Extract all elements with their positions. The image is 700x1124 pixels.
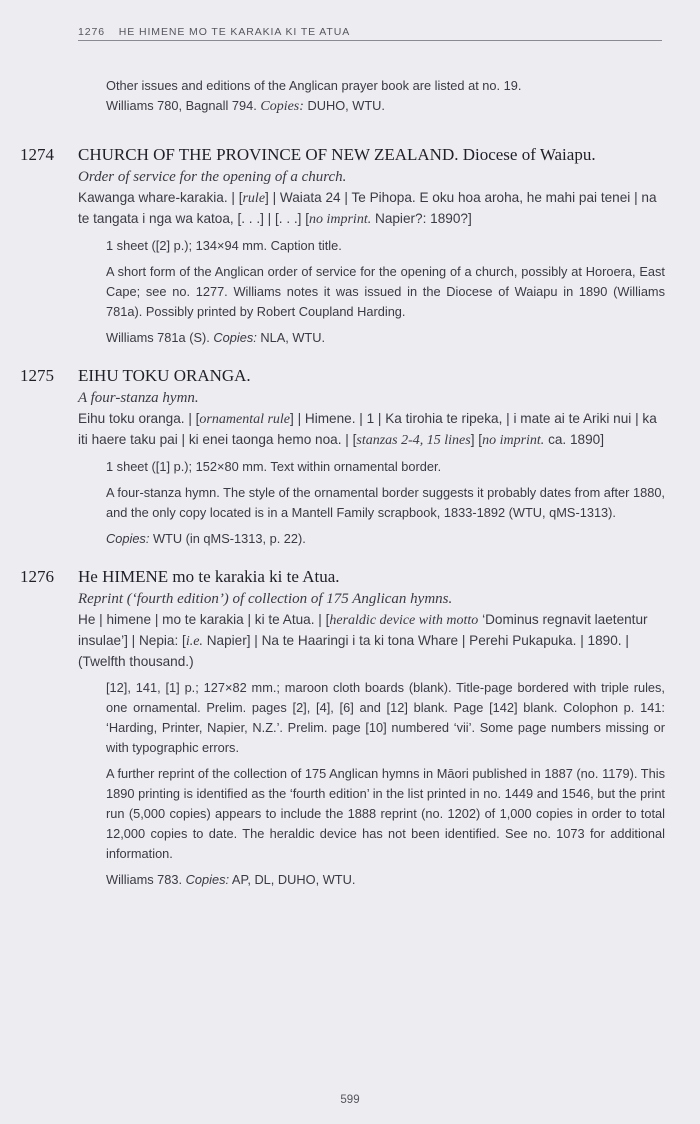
running-head-title: HE HIMENE MO TE KARAKIA KI TE ATUA [118,26,351,38]
entry-transcription: Eihu toku oranga. | [ornamental rule] | Himene. | 1 | Ka tirohia te ripeka, | i mate ai te Ariki nui | ka iti haere taku pai | ki enei taonga hemo noa. | [stanzas 2-4, 15 lines] [no imprint. ca. 1890] [78,411,657,448]
entry-1274 [20,143,665,348]
running-head-page-number: 1276 [78,26,105,38]
entry-refs: Williams 783. Copies: AP, DL, DUHO, WTU. [106,872,356,887]
entry-transcription: Kawanga whare-karakia. | [rule] | Waiata 24 | Te Pihopa. E oku hoa aroha, he mahi pai tenei | na te tangata i nga wa katoa, [. . .] | [. . .] [no imprint. Napier?: 1890?] [78,190,657,227]
entry-refs: Williams 781a (S). Copies: NLA, WTU. [106,330,326,345]
entry-subtitle: Reprint (‘fourth edition’) of collection of 175 Anglican hymns. [78,591,453,607]
entry-refs: Copies: WTU (in qMS-1313, p. 22). [106,531,306,546]
entry-transcription: He | himene | mo te karakia | ki te Atua. | [heraldic device with motto ‘Dominus regnavit laetentur insulae’] | Nepia: [i.e. Napier] | Na te Haaringi i ta ki tona Whare | Perehi Pukapuka. | 1890. | (Twelfth thousand.) [78,612,648,669]
intro-copies: DUHO, WTU. [307,98,385,113]
entry-collation: 1 sheet ([2] p.); 134×94 mm. Caption title. [106,238,342,253]
entry-notes: A four-stanza hymn. The style of the ornamental border suggests it probably dates from after 1880, and the only copy located is in a Mantell Family scrapbook, 1833-1892 (WTU, qMS-1313). [106,485,665,520]
intro-copies-label: Copies: [260,99,304,114]
entry-1275 [20,364,665,549]
entry-heading: CHURCH OF THE PROVINCE OF NEW ZEALAND. Diocese of Waiapu. [78,145,596,164]
entry-number: 1275 [20,366,54,385]
entry-collation: [12], 141, [1] p.; 127×82 mm.; maroon cloth boards (blank). Title-page bordered with triple rules, one ornamental. Prelim. pages [2], [4], [6] and [12] blank. Page [142] blank. Colophon p. 141: ‘Harding, Printer, Napier, N.Z.’. Prelim. page [10] numbered ‘vii’. Some page numbers missing or with typographic errors. [106,680,665,755]
intro-line-2 [106,96,665,117]
entry-1276 [20,565,665,890]
running-head [78,26,662,41]
intro-line-1: Other issues and editions of the Anglican prayer book are listed at no. 19. [106,78,522,93]
entry-subtitle: A four-stanza hymn. [78,390,199,406]
entry-collation: 1 sheet ([1] p.); 152×80 mm. Text within ornamental border. [106,459,442,474]
entry-subtitle: Order of service for the opening of a church. [78,169,347,185]
page-folio: 599 [340,1094,360,1106]
entry-number: 1274 [20,145,54,164]
entry-number: 1276 [20,567,54,586]
page-content [20,76,665,890]
entry-notes: A short form of the Anglican order of service for the opening of a church, possibly at Horoera, East Cape; see no. 1277. Williams notes it was issued in the Diocese of Waiapu in 1890 (Williams 781a). Possibly printed by Robert Coupland Harding. [106,264,665,319]
intro-refs: Williams 780, Bagnall 794. [106,98,257,113]
entry-heading: EIHU TOKU ORANGA. [78,366,251,385]
entry-notes: A further reprint of the collection of 175 Anglican hymns in Māori published in 1887 (no. 1179). This 1890 printing is identified as the ‘fourth edition’ in the list printed in no. 1449 and 1546, but the print run (5,000 copies) appears to include the 1888 reprint (no. 1202) of 1,000 copies in order to total 12,000 copies to date. The heraldic device has not been identified. See no. 1073 for additional information. [106,766,665,861]
entry-heading: He HIMENE mo te karakia ki te Atua. [78,567,340,586]
